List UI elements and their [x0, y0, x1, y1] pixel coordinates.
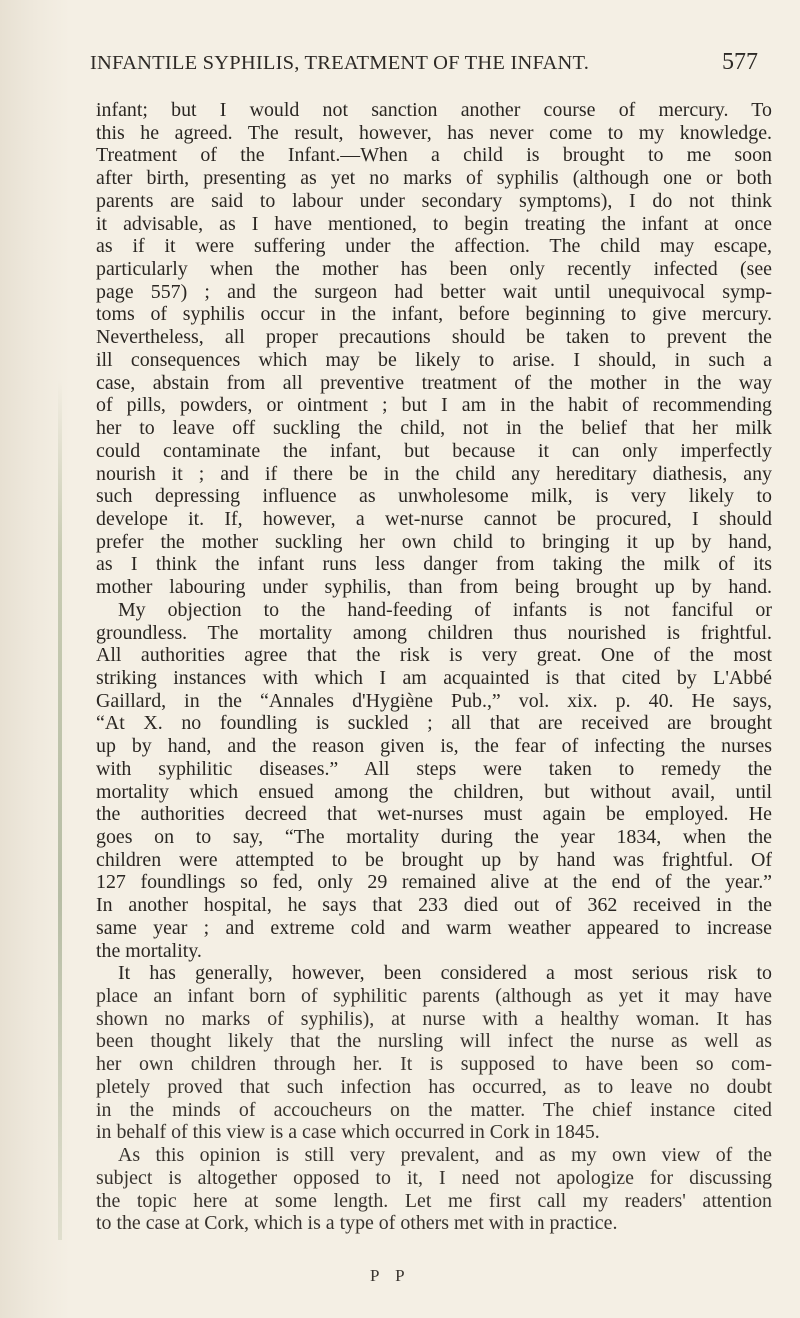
text-line: In another hospital, he says that 233 died out of 362 received in the [96, 894, 772, 917]
text-line: page 557) ; and the surgeon had better wait until unequivocal symp- [96, 280, 772, 303]
text-line: of pills, powders, or ointment ; but I am in the habit of recommending [96, 394, 772, 417]
text-line: the topic here at some length. Let me first call my readers' attention [96, 1189, 772, 1212]
paragraph-end-line: in behalf of this view is a case which occurred in Cork in 1845. [96, 1121, 600, 1144]
paragraph-end-line: the mortality. [96, 939, 202, 962]
body-text [96, 99, 772, 1235]
paragraph-start-line: As this opinion is still very prevalent, and as my own view of the [118, 1144, 772, 1167]
text-line: her to leave off suckling the child, not in the belief that her milk [96, 417, 772, 440]
text-line: this he agreed. The result, however, has never come to my knowledge. [96, 121, 772, 144]
text-line: groundless. The mortality among children thus nourished is frightful. [96, 621, 772, 644]
text-line: to the case at Cork, which is a type of others met with in practice. [96, 1212, 618, 1235]
text-line: prefer the mother suckling her own child to bringing it up by hand, [96, 530, 772, 553]
text-line: could contaminate the infant, but because it can only imperfectly [96, 439, 772, 462]
text-line: Nevertheless, all proper precautions should be taken to prevent the [96, 326, 772, 349]
text-line: mother labouring under syphilis, than from being brought up by hand. [96, 576, 772, 599]
section-heading-line: Treatment of the Infant.—When a child is brought to me soon [96, 144, 772, 167]
text-line: such depressing influence as unwholesome milk, is very likely to [96, 485, 772, 508]
text-line: ill consequences which may be likely to arise. I should, in such a [96, 348, 772, 371]
running-head [90, 49, 770, 82]
text-line: been thought likely that the nursling will infect the nurse as well as [96, 1030, 772, 1053]
text-line: after birth, presenting as yet no marks of syphilis (although one or both [96, 167, 772, 190]
text-line: toms of syphilis occur in the infant, before beginning to give mercury. [96, 303, 772, 326]
text-line: place an infant born of syphilitic parents (although as yet it may have [96, 985, 772, 1008]
text-line: as if it were suffering under the affection. The child may escape, [96, 235, 772, 258]
text-line: in the minds of accoucheurs on the matter. The chief instance cited [96, 1098, 772, 1121]
text-line: same year ; and extreme cold and warm weather appeared to increase [96, 916, 772, 939]
running-title: INFANTILE SYPHILIS, TREATMENT OF THE INFANT. [90, 52, 590, 74]
text-line: goes on to say, “The mortality during the year 1834, when the [96, 826, 772, 848]
text-line: 127 foundlings so fed, only 29 remained alive at the end of the year.” [96, 871, 772, 894]
text-line: as I think the infant runs less danger from taking the milk of its [96, 553, 772, 576]
text-line: parents are said to labour under secondary symptoms), I do not think [96, 189, 772, 212]
page-number: 577 [722, 49, 758, 75]
text-line: it advisable, as I have mentioned, to begin treating the infant at once [96, 212, 772, 235]
binding-gutter-stain [58, 380, 62, 1240]
text-line: subject is altogether opposed to it, I need not apologize for discussing [96, 1166, 772, 1189]
text-line: case, abstain from all preventive treatment of the mother in the way [96, 371, 772, 394]
text-line: children were attempted to be brought up by hand was frightful. Of [96, 848, 772, 871]
paragraph-start-line: It has generally, however, been considered a most serious risk to [118, 962, 772, 985]
text-line: her own children through her. It is supposed to have been so com- [96, 1053, 772, 1076]
text-line: Gaillard, in the “Annales d'Hygiène Pub.,” vol. xix. p. 40. He says, [96, 689, 772, 712]
text-line: develope it. If, however, a wet-nurse cannot be procured, I should [96, 507, 772, 530]
paragraph-start-line: My objection to the hand-feeding of infants is not fanciful or [118, 598, 772, 621]
text-line: infant; but I would not sanction another course of mercury. To [96, 99, 772, 121]
text-line: nourish it ; and if there be in the child any hereditary diathesis, any [96, 462, 772, 485]
text-line: particularly when the mother has been only recently infected (see [96, 258, 772, 281]
text-line: mortality which ensued among the children, but without avail, until [96, 780, 772, 803]
text-line: the authorities decreed that wet-nurses must again be employed. He [96, 803, 772, 826]
text-line: striking instances with which I am acquainted is that cited by L'Abbé [96, 666, 772, 689]
text-line: shown no marks of syphilis), at nurse with a healthy woman. It has [96, 1007, 772, 1030]
signature-mark: P P [370, 1266, 411, 1285]
text-line: up by hand, and the reason given is, the fear of infecting the nurses [96, 735, 772, 758]
text-line: “At X. no foundling is suckled ; all that are received are brought [96, 712, 772, 735]
text-line: pletely proved that such infection has occurred, as to leave no doubt [96, 1075, 772, 1098]
text-line: with syphilitic diseases.” All steps were taken to remedy the [96, 757, 772, 780]
text-line: All authorities agree that the risk is very great. One of the most [96, 644, 772, 667]
